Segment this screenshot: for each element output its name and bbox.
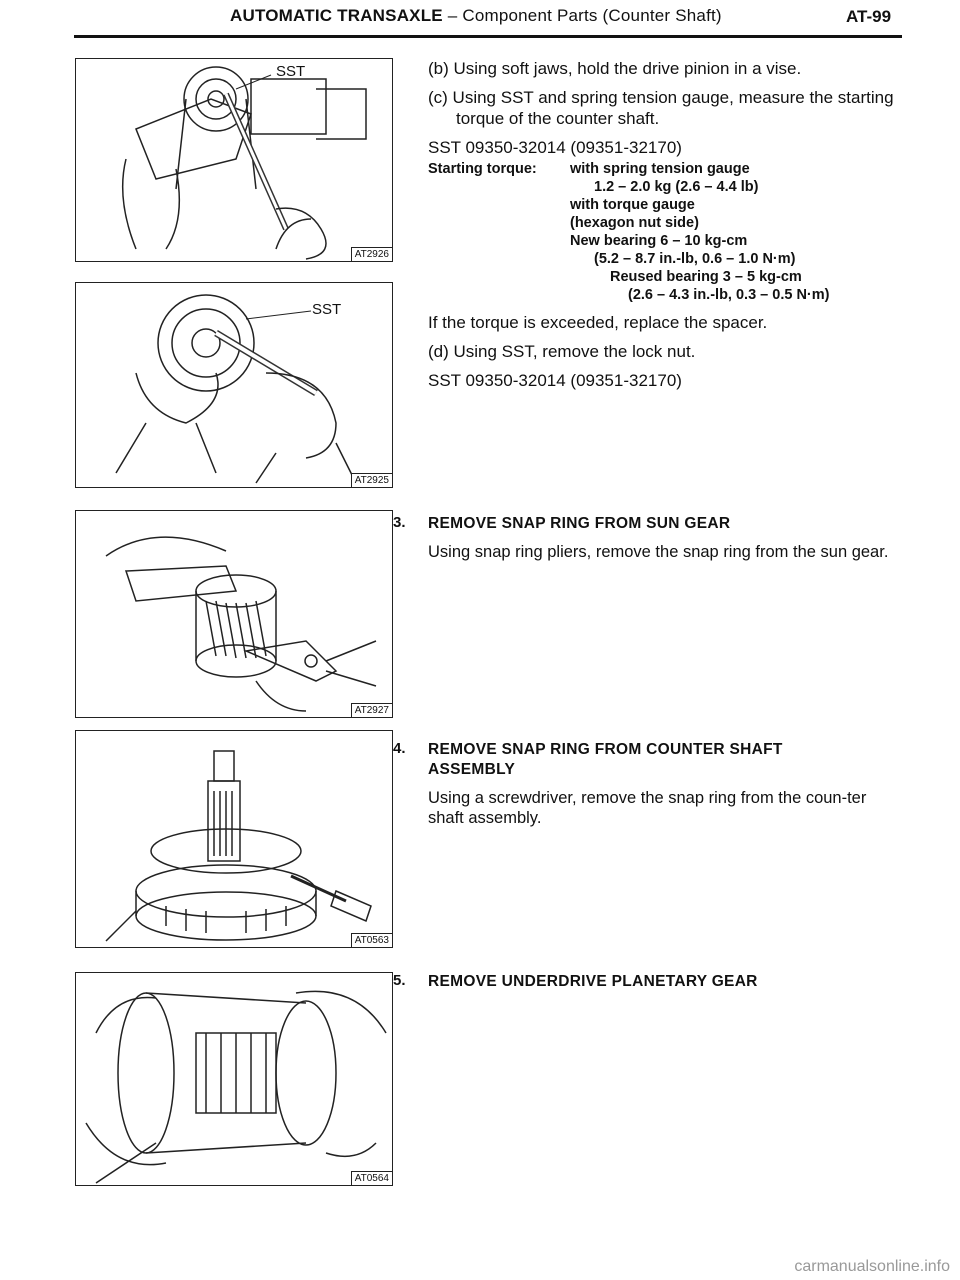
torque-line-4: (hexagon nut side) — [570, 215, 699, 231]
torque-exceeded-note: If the torque is exceeded, replace the spacer. — [428, 313, 768, 332]
figure-4 — [75, 730, 393, 948]
step-3-title: REMOVE SNAP RING FROM SUN GEAR — [428, 515, 731, 532]
torque-line-2: 1.2 – 2.0 kg (2.6 – 4.4 lb) — [594, 179, 759, 195]
instruction-b: (b) Using soft jaws, hold the drive pinion in a vise. — [428, 59, 802, 78]
figure-1-drawing — [76, 59, 392, 261]
footer-watermark: carmanualsonline.info — [794, 1258, 950, 1275]
figure-5 — [75, 972, 393, 1186]
step-5-number: 5. — [393, 972, 406, 989]
figure-5-drawing — [76, 973, 392, 1185]
instruction-c: (c) Using SST and spring tension gauge, measure the starting torque of the counter shaft. — [428, 88, 894, 128]
instruction-d: (d) Using SST, remove the lock nut. — [428, 342, 696, 361]
torque-line-8: (2.6 – 4.3 in.-lb, 0.3 – 0.5 N·m) — [628, 287, 830, 303]
figure-4-drawing — [76, 731, 392, 947]
page-header — [0, 0, 960, 40]
figure-1-sst-label: SST — [276, 63, 306, 80]
header-divider — [74, 35, 902, 38]
torque-line-7: Reused bearing 3 – 5 kg-cm — [610, 269, 802, 285]
step-4-body: Using a screwdriver, remove the snap ring from the coun-ter shaft assembly. — [428, 789, 867, 827]
figure-3-drawing — [76, 511, 392, 717]
figure-5-id: AT0564 — [351, 1171, 392, 1185]
page-number: AT-99 — [846, 7, 892, 26]
figure-2 — [75, 282, 393, 488]
torque-row-8 — [428, 286, 908, 304]
figure-2-sst-label: SST — [312, 301, 342, 318]
instruction-block — [428, 58, 908, 158]
torque-row-7 — [428, 268, 908, 286]
figure-2-id: AT2925 — [351, 473, 392, 487]
torque-line-5: New bearing 6 – 10 kg-cm — [570, 233, 748, 249]
torque-row-3 — [428, 196, 908, 214]
torque-line-3: with torque gauge — [570, 197, 695, 213]
torque-line-6: (5.2 – 8.7 in.-lb, 0.6 – 1.0 N·m) — [594, 251, 796, 267]
step-3-body: Using snap ring pliers, remove the snap ring from the sun gear. — [428, 543, 889, 561]
instruction-block-2 — [428, 312, 908, 391]
sst-number-2: SST 09350-32014 (09351-32170) — [428, 371, 682, 390]
header-title — [230, 6, 722, 26]
torque-label: Starting torque: — [428, 161, 537, 177]
step-3-number: 3. — [393, 514, 406, 531]
figure-3 — [75, 510, 393, 718]
step-4-number: 4. — [393, 740, 406, 757]
figure-3-id: AT2927 — [351, 703, 392, 717]
step-4-title: REMOVE SNAP RING FROM COUNTER SHAFT ASSEMBLY — [428, 741, 783, 778]
figure-1-id: AT2926 — [351, 247, 392, 261]
torque-row-5 — [428, 232, 908, 250]
torque-row-6 — [428, 250, 908, 268]
figure-1 — [75, 58, 393, 262]
figure-4-id: AT0563 — [351, 933, 392, 947]
torque-row-2 — [428, 178, 908, 196]
step-5-title: REMOVE UNDERDRIVE PLANETARY GEAR — [428, 973, 758, 990]
torque-row-1 — [428, 160, 908, 178]
torque-line-1: with spring tension gauge — [570, 161, 750, 177]
sst-number-1: SST 09350-32014 (09351-32170) — [428, 138, 682, 157]
header-title-bold: AUTOMATIC TRANSAXLE — [230, 6, 443, 25]
starting-torque-spec — [428, 160, 908, 304]
torque-row-4 — [428, 214, 908, 232]
header-title-rest: – Component Parts (Counter Shaft) — [442, 6, 722, 25]
figure-2-drawing — [76, 283, 392, 487]
